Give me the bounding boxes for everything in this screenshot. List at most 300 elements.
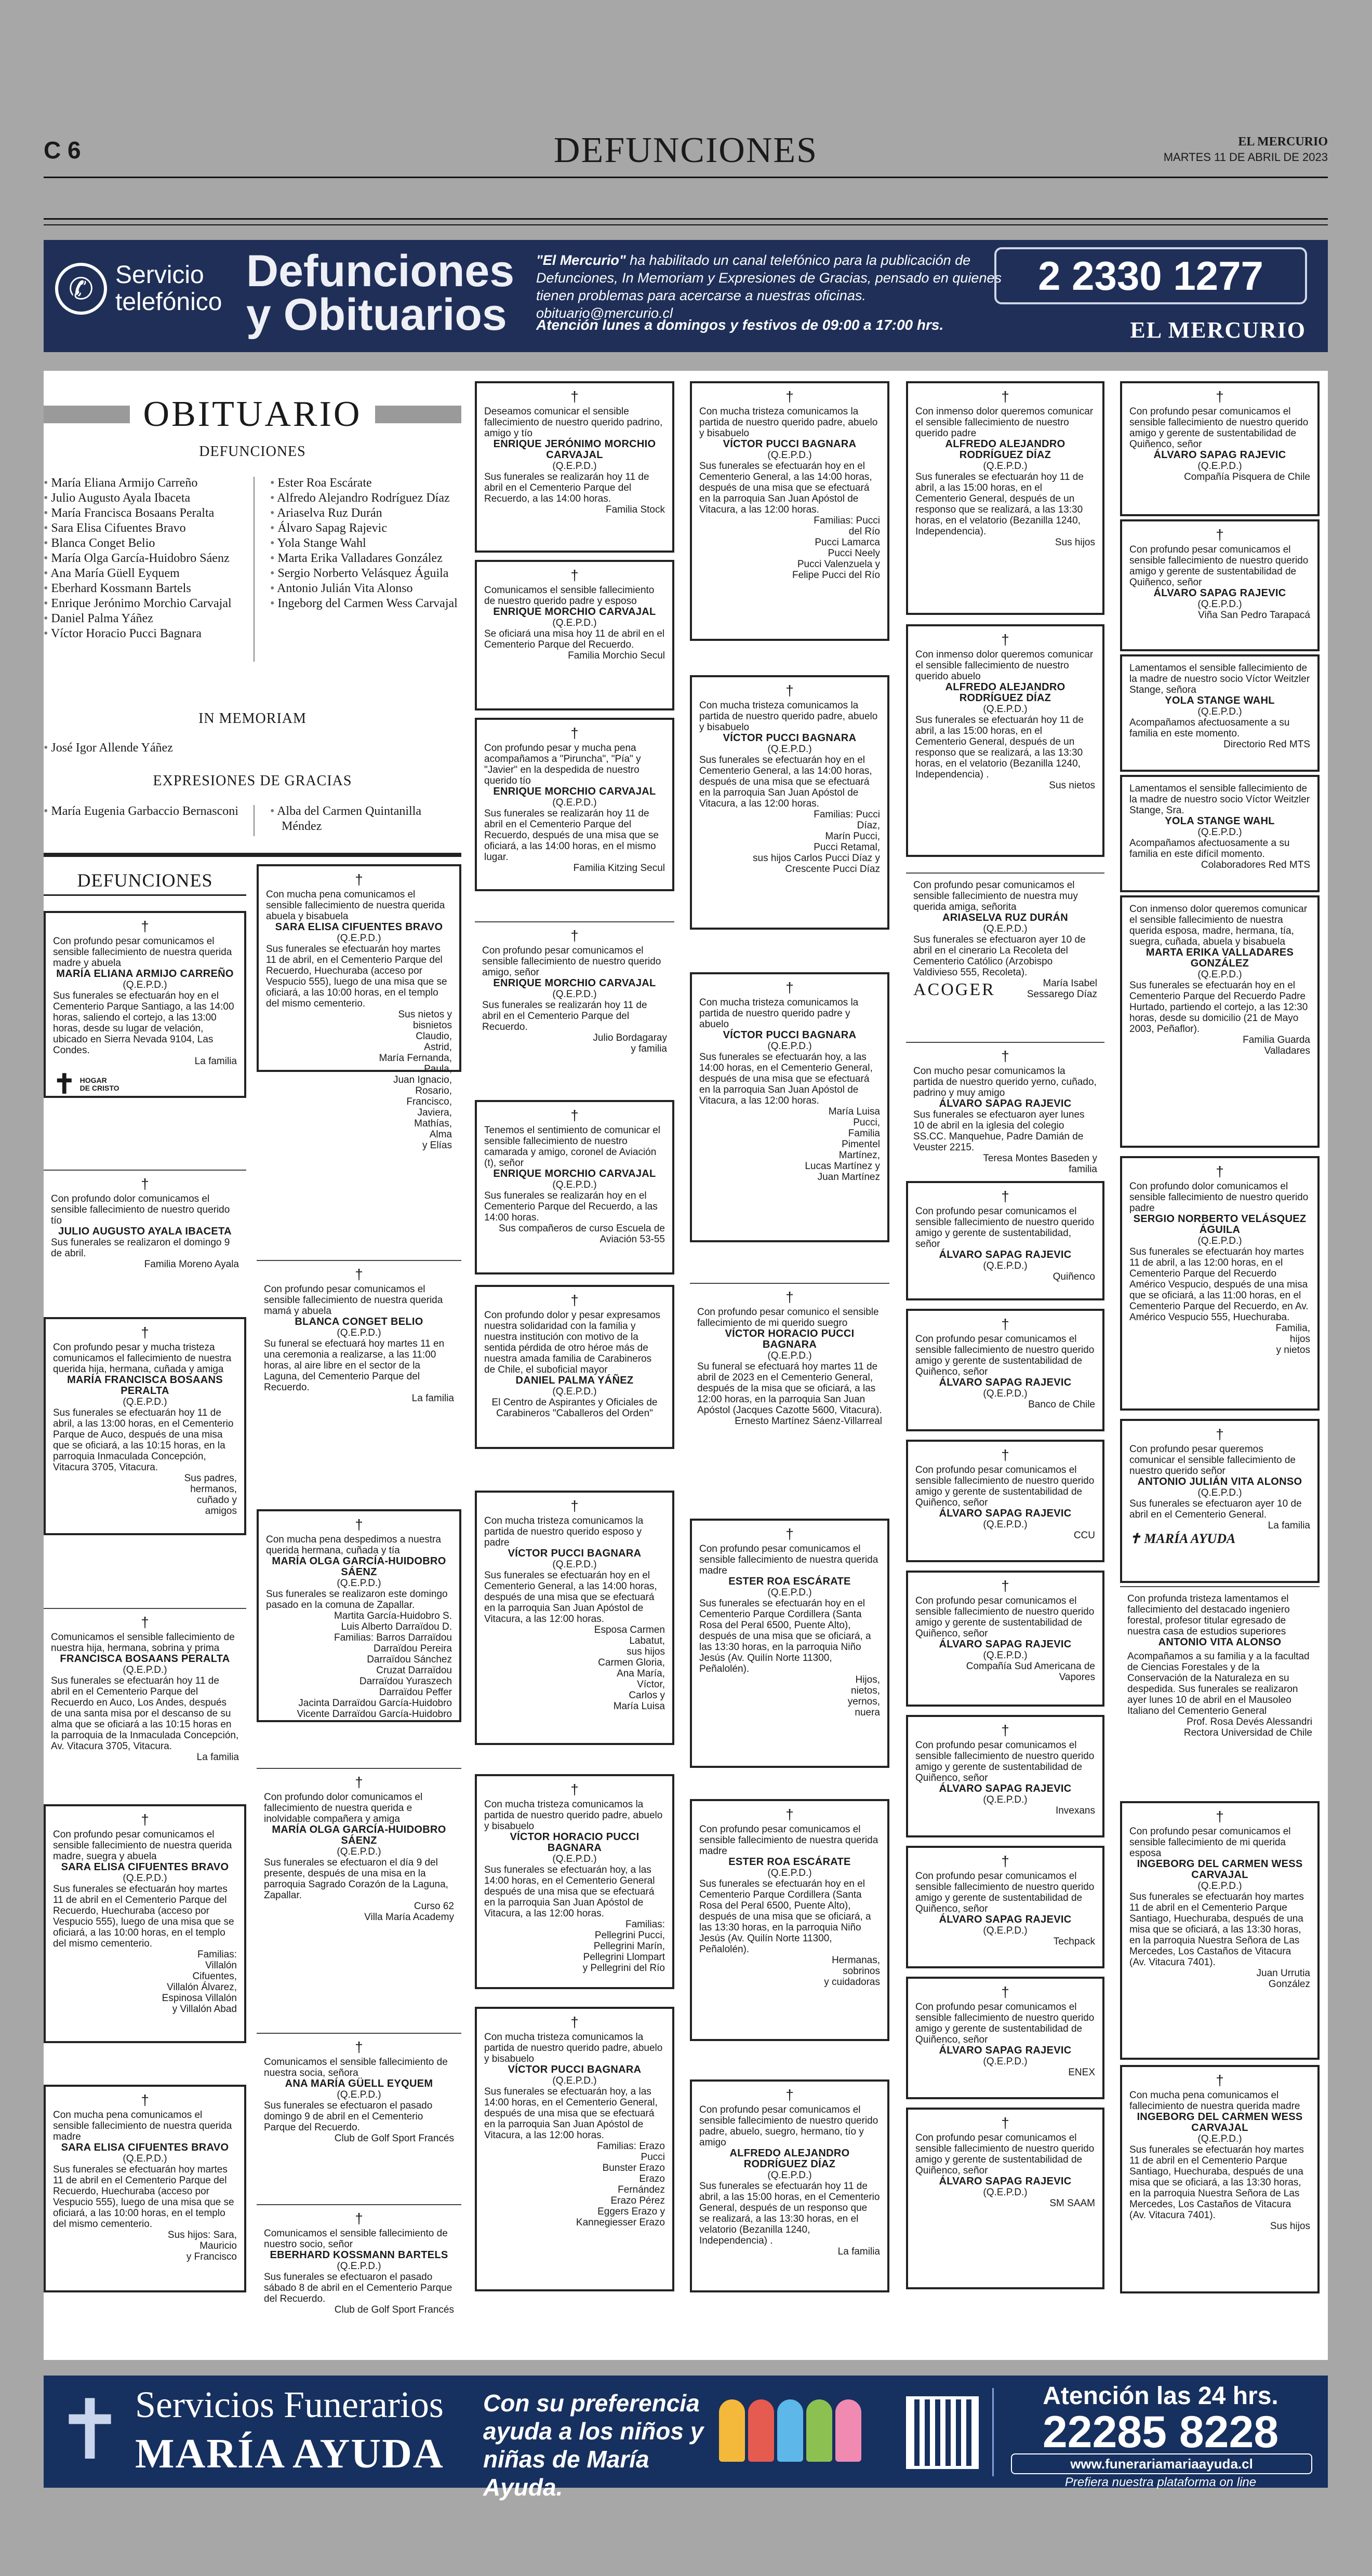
list-item: • José Igor Allende Yáñez [44,741,251,756]
notice-details: Sus funerales se efectuarán hoy en el Cementerio Parque Santiago, a las 14:00 horas, saliendo el cortejo, a las 13:00 horas, desde su lugar de velación, ubicado en Sierra Nevada 9104, Las Condes. [53,990,234,1056]
deceased-name: VÍCTOR HORACIO PUCCI BAGNARA [725,1328,855,1350]
cross-icon: † [785,388,794,405]
notice-signature: Juan Urrutia González [1256,1968,1310,1990]
notice-signature: La familia [411,1393,454,1404]
deceased-name: ALFREDO ALEJANDRO RODRÍGUEZ DÍAZ [945,438,1065,461]
qepd-label: (Q.E.P.D.) [552,989,597,1000]
notice-signature: Familia Kitzing Secul [573,863,665,874]
deceased-name: SERGIO NORBERTO VELÁSQUEZ ÁGUILA [1133,1213,1307,1236]
deceased-name: ENRIQUE MORCHIO CARVAJAL [493,786,656,797]
qepd-label: (Q.E.P.D.) [123,1397,167,1407]
qepd-label: (Q.E.P.D.) [1197,1236,1242,1246]
obituary-notice [906,1440,1104,1562]
cross-icon: † [1216,2072,1224,2088]
cross-icon: † [1001,1722,1009,1738]
deceased-name: INGEBORG DEL CARMEN WESS CARVAJAL [1137,2111,1303,2134]
qepd-label: (Q.E.P.D.) [983,2187,1028,2198]
notice-signature: Sus compañeros de curso Escuela de Aviación 53-55 [498,1223,665,1245]
defunciones-heading: DEFUNCIONES [44,869,246,896]
obituary-notice [1120,895,1320,1148]
notice-details: Sus funerales se efectuarán hoy en el Cementerio General, a las 14:00 horas, después de una misa que se efectuará en la parroquia San Juan Apóstol de Vitacura, a las 12:00 horas. [484,1570,657,1625]
divider [254,805,255,836]
qepd-label: (Q.E.P.D.) [1197,827,1242,838]
gracias-label: EXPRESIONES DE GRACIAS [153,773,352,789]
qepd-label: (Q.E.P.D.) [767,1587,812,1598]
notice-details: Acompañamos a su familia y a la facultad de Ciencias Forestales y de la Conservación de la Naturaleza en su despedida. Sus funerales se realizaron ayer lunes 10 de abril en el Mausoleo Italiano del Cementerio General [1127,1651,1310,1716]
notice-signature: Familias: Pucci Díaz, Marín Pucci, Pucci Retamal, sus hijos Carlos Pucci Díaz y Crescente Pucci Díaz [753,809,880,875]
notice-signature: Martita García-Huidobro S. Luis Alberto Darraïdou D. Familias: Barros Darraïdou Darraïdou Pereira Darraïdou Sánchez Cruzat Darraïdou Darraïdou Yuraszech Darraïdou Peffer Jacinta Darraïdou García-Huidobro Vicente Darraïdou García-Huidobro [297,1611,452,1720]
notice-intro: Con profundo pesar comunico el sensible fallecimiento de mi querido suegro [697,1307,879,1329]
obituary-notice [475,1774,674,1989]
notice-signature: Curso 62 Villa María Academy [364,1901,454,1923]
cross-icon: † [1216,388,1224,405]
qepd-label: (Q.E.P.D.) [983,923,1028,934]
notice-signature: Familias: Erazo Pucci Bunster Erazo Erazo Fernández Erazo Pérez Eggers Erazo y Kannegiesser Erazo [576,2141,665,2228]
in-memoriam-label: IN MEMORIAM [198,710,307,727]
list-item: • Yola Stange Wahl [270,536,460,551]
list-item: • María Eliana Armijo Carreño [44,476,251,491]
list-item: • Víctor Horacio Pucci Bagnara [44,626,251,641]
qepd-label: (Q.E.P.D.) [983,461,1028,472]
notice-details: Sus funerales se efectuarán hoy martes 11 de abril, a las 12:00 horas, en el Cementerio Parque del Recuerdo Américo Vespucio, después de una misa que se oficiará, a las 11:00 horas, en el Cementerio Parque del Recuerdo, en Av. Américo Vespucio 555, Huechuraba. [1129,1246,1309,1323]
notice-intro: Con profundo pesar y mucha tristeza comunicamos el fallecimiento de nuestra querida hija, hermana, cuñada y amiga [53,1342,232,1375]
notice-details: Sus funerales se efectuaron ayer lunes 10 de abril en la iglesia del colegio SS.CC. Manquehue, Padre Damián de Veuster 2215. [913,1109,1085,1153]
notice-details: Se oficiará una misa hoy 11 de abril en el Cementerio Parque del Recuerdo. [484,628,665,650]
notice-details: Su funeral se efectuará hoy martes 11 de abril de 2023 en el Cementerio General, después de la misa que se oficiará, a las 12:00 horas, en la parroquia San Juan Apóstol (Jacques Cazotte 5600, Vitacura). [697,1361,882,1416]
deceased-name: VÍCTOR PUCCI BAGNARA [508,2064,642,2075]
notice-details: Sus funerales se efectuarán hoy martes 11 de abril en el Cementerio Parque del Recuerdo, Huechuraba (acceso por Vespucio 555), luego de una misa que se oficiará, a las 10:00 horas, en el templo del mismo cementerio. [53,1884,234,1949]
deceased-name: ÁLVARO SAPAG RAJEVIC [939,1249,1072,1260]
obituary-notice [1120,775,1320,892]
cross-icon: † [785,1289,794,1305]
qepd-label: (Q.E.P.D.) [552,2075,597,2086]
deceased-name: VÍCTOR PUCCI BAGNARA [723,732,857,744]
obituary-notice [906,2108,1104,2289]
cross-icon: † [785,980,794,996]
notice-signature: La familia [837,2246,880,2257]
obituary-notice [475,2007,674,2291]
deceased-name: ANA MARÍA GÜELL EYQUEM [285,2078,433,2089]
deceased-name: VÍCTOR HORACIO PUCCI BAGNARA [510,1831,640,1854]
notice-signature: Familia Stock [605,504,665,515]
notice-details: Sus funerales se efectuaron el día 9 del presente, después de una misa en la parroquia Sagrado Corazón de la Laguna, Zapallar. [264,1857,448,1901]
banner-email[interactable]: obituario@mercurio.cl [536,305,673,321]
notice-intro: Con profundo pesar comunicamos el sensible fallecimiento de nuestro querido padre, abuelo, suegro, hermano, tío y amigo [699,2104,878,2148]
qepd-label: (Q.E.P.D.) [552,1386,597,1397]
deceased-name: MARTA ERIKA VALLADARES GONZÁLEZ [1145,947,1294,969]
banner-brand: EL MERCURIO [1130,317,1306,343]
deceased-name: ÁLVARO SAPAG RAJEVIC [1153,587,1286,599]
qepd-label: (Q.E.P.D.) [1197,599,1242,610]
notice-intro: Con profundo pesar comunicamos el sensible fallecimiento de nuestra querida madre y abuela [53,936,232,969]
cross-icon: † [1001,388,1009,405]
obituary-notice [906,1715,1104,1837]
notice-signature: Julio Bordagaray y familia [593,1032,667,1054]
qepd-label: (Q.E.P.D.) [767,1041,812,1052]
qepd-label: (Q.E.P.D.) [1197,461,1242,472]
deaths-list-right [270,476,460,611]
phone-service-banner [44,240,1328,352]
notice-signature: Prof. Rosa Devés Alessandri Rectora Universidad de Chile [1183,1716,1312,1738]
qepd-label: (Q.E.P.D.) [552,1179,597,1190]
qepd-label: (Q.E.P.D.) [123,1873,167,1884]
list-item: • Julio Augusto Ayala Ibaceta [44,491,251,506]
notice-signature: Directorio Red MTS [1223,739,1310,750]
deceased-name: JULIO AUGUSTO AYALA IBACETA [58,1226,232,1237]
page-number: C 6 [44,137,81,164]
deceased-name: ESTER ROA ESCÁRATE [728,1576,851,1587]
cross-icon: † [785,1806,794,1822]
deceased-name: ÁLVARO SAPAG RAJEVIC [1153,449,1286,461]
ad-attention: Atención las 24 hrs. [1043,2382,1278,2410]
acoger-logo: ACOGER [913,980,995,999]
cross-icon: † [570,928,579,944]
notice-intro: Con mucha tristeza comunicamos la partida de nuestro querido padre, abuelo y bisabuelo [484,2032,663,2064]
notice-signature: Club de Golf Sport Francés [334,2304,454,2315]
qepd-label: (Q.E.P.D.) [337,2089,381,2100]
obituary-notice [44,1608,246,1805]
qepd-label: (Q.E.P.D.) [337,1846,381,1857]
notice-details: Sus funerales se efectuarán hoy 11 de abril en el Cementerio Parque del Recuerdo en Auco, Los Andes, después de una santa misa por el descanso de su alma que se oficiará a las 10:15 horas en la parroquia de la Inmaculada Concepción, Av. Vitacura 3705, Vitacura. [51,1675,239,1752]
cross-icon: † [141,1324,149,1340]
obituary-notice [257,2204,461,2315]
notice-details: Sus funerales se efectuarán hoy martes 11 de abril en el Cementerio Parque del Recuerdo, Huechuraba (acceso por Vespucio 555), luego de una misa que se oficiará, a las 10:00 horas, en el templo del mismo cementerio. [53,2164,234,2230]
cross-icon: † [141,1176,149,1192]
notice-intro: Con mucha tristeza comunicamos la partida de nuestro querido padre, abuelo y bisabuelo [699,406,878,439]
cross-icon: † [570,388,579,405]
list-item: • Ariaselva Ruz Durán [270,506,460,521]
obituary-notice [257,864,461,1151]
ad-phone[interactable]: 22285 8228 [1042,2407,1279,2457]
notice-intro: Con profundo pesar comunicamos el sensible fallecimiento de nuestro querido amigo y gerente de sustentabilidad de Quiñenco, señor [915,1740,1095,1783]
memoriam-list [44,741,251,756]
notice-details: Sus funerales se efectuarán hoy martes 11 de abril en el Cementerio Parque Santiago, Huechuraba, después de una misa que se oficiará, a las 13:30 horas, en la parroquia Nuestra Señora de Las Mercedes, Los Castaños de Vitacura (Av. Vitacura 7401). [1129,1891,1304,1968]
masthead-brand: EL MERCURIO [1238,135,1328,149]
obituary-notice [475,1285,674,1449]
notice-details: Sus funerales se efectuarán hoy en el Cementerio Parque del Recuerdo Padre Hurtado, partiendo el cortejo, a las 12:30 horas, desde su domicilio (21 de Mayo 2003, Peñaflor). [1129,980,1308,1035]
notice-signature: Familia, hijos y nietos [1275,1323,1310,1356]
qepd-label: (Q.E.P.D.) [767,1868,812,1879]
obituary-notice [257,1509,461,1722]
notice-details: Acompañamos afectuosamente a su familia en este difícil momento. [1129,838,1290,860]
cross-icon: † [570,1292,579,1308]
obituary-notice [44,2085,246,2292]
qepd-label: (Q.E.P.D.) [1197,2134,1242,2144]
obituary-notice [906,1571,1104,1707]
notice-signature: Esposa Carmen Labatut, sus hijos Carmen Gloria, Ana María, Víctor, Carlos y María Luisa [594,1625,665,1712]
qepd-label: (Q.E.P.D.) [337,2261,381,2272]
notice-signature: La familia [1268,1520,1310,1531]
qepd-label: (Q.E.P.D.) [552,461,597,472]
cross-icon: ✝ [1129,1531,1141,1546]
notice-intro: Con mucha tristeza comunicamos la partida de nuestro querido padre y abuelo [699,997,859,1030]
list-item: • Sergio Norberto Velásquez Águila [270,566,460,581]
cross-icon: † [1001,1048,1009,1064]
notice-signature: Sus hijos [1270,2221,1310,2232]
deceased-name: YOLA STANGE WAHL [1165,695,1275,706]
notice-intro: Comunicamos el sensible fallecimiento de nuestra socia, señora [264,2057,448,2078]
cross-icon: † [355,871,363,888]
obituary-notice [44,1317,246,1535]
obituario-index [44,371,461,864]
notice-intro: Con profundo pesar comunicamos el sensible fallecimiento de nuestro querido amigo y gerente de sustentabilidad, señor [915,1206,1095,1250]
notice-signature: SM SAAM [1049,2198,1095,2209]
notice-signature: Sus nietos y bisnietos Claudio, Astrid, María Fernanda, Paula, Juan Ignacio, Rosario, Francisco, Javiera, Mathías, Alma y Elías [379,1009,452,1151]
deceased-name: ÁLVARO SAPAG RAJEVIC [939,1377,1072,1388]
notice-intro: Con inmenso dolor queremos comunicar el sensible fallecimiento de nuestra querida esposa, madre, hermana, tía, suegra, cuñada, abuela y bisabuela [1129,904,1308,947]
deceased-name: ÁLVARO SAPAG RAJEVIC [939,1639,1072,1650]
cross-icon: † [1001,1447,1009,1463]
obituary-notice [690,2079,889,2292]
notice-intro: Con profundo pesar comunicamos el sensible fallecimiento de nuestro querido amigo y gerente de sustentabilidad de Quiñenco, señor [1129,406,1309,450]
notice-signature: La familia [196,1752,239,1763]
list-item: • Álvaro Sapag Rajevic [270,521,460,536]
cross-icon: † [355,1774,363,1790]
cross-icon: † [1001,1316,1009,1332]
notice-intro: Con profunda tristeza lamentamos el fallecimiento del destacado ingeniero forestal, profesor titular egresado de nuestra casa de estudios superiores [1127,1593,1290,1637]
phone-icon: ✆ [55,263,107,315]
deceased-name: FRANCISCA BOSAANS PERALTA [60,1653,230,1665]
notice-intro: Con profundo dolor comunicamos el fallecimiento de nuestra querida e inolvidable compañera y amiga [264,1792,423,1824]
notice-details: Sus funerales se efectuarán hoy en el Cementerio General, a las 14:00 horas, después de una misa que se efectuará en la parroquia San Juan Apóstol de Vitacura, a las 12:00 horas. [699,461,872,515]
deceased-name: SARA ELISA CIFUENTES BRAVO [61,2142,229,2153]
notice-intro: Con profundo dolor y pesar expresamos nuestra solidaridad con la familia y nuestra institución con motivo de la sentida pérdida de otro héroe más de nuestra amada familia de Carabineros de Chile, el suboficial mayor [484,1310,661,1375]
list-item: • Blanca Conget Belio [44,536,251,551]
divider [44,218,1328,220]
qepd-label: (Q.E.P.D.) [767,450,812,461]
deceased-name: ARIASELVA RUZ DURÁN [942,912,1068,923]
list-item: • Alfredo Alejandro Rodríguez Díaz [270,491,460,506]
notice-intro: Con profundo pesar comunicamos el sensible fallecimiento de nuestra querida madre [699,1824,878,1857]
banner-text [536,251,1024,322]
obituary-notice [690,972,889,1242]
notice-intro: Con profundo pesar comunicamos el sensible fallecimiento de nuestra querida madre, suegra y abuela [53,1829,232,1862]
deceased-name: MARÍA OLGA GARCÍA-HUIDOBRO SÁENZ [272,1555,446,1578]
qepd-label: (Q.E.P.D.) [983,1260,1028,1271]
ad-slogan: Con su preferencia ayuda a los niños y niñas de María Ayuda. [483,2390,704,2501]
divider [44,224,1328,225]
notice-intro: Comunicamos el sensible fallecimiento de nuestra hija, hermana, sobrina y prima [51,1632,235,1654]
obituary-notice [257,1768,461,1939]
notice-signature: Hermanas, sobrinos y cuidadoras [824,1955,880,1988]
notice-details: Sus funerales se realizaron el domingo 9 de abril. [51,1237,230,1259]
notice-details: El Centro de Aspirantes y Oficiales de Carabineros "Caballeros del Orden" [491,1397,658,1419]
notice-intro: Con profundo pesar comunicamos el sensible fallecimiento de nuestra muy querida amiga, señorita [913,880,1078,913]
cross-icon: † [1001,1853,1009,1869]
notice-intro: Con mucho pesar comunicamos la partida de nuestro querido yerno, cuñado, padrino y muy amigo [913,1066,1097,1098]
cross-icon: † [1001,1578,1009,1594]
banner-phone[interactable]: 2 2330 1277 [994,247,1307,304]
divider [254,477,255,662]
qepd-label: (Q.E.P.D.) [337,933,381,944]
notice-intro: Con profundo pesar queremos comunicar el sensible fallecimiento de nuestro querido señor [1129,1444,1296,1477]
notice-details: Sus funerales se efectuarán hoy 11 de abril, a las 15:00 horas, en el Cementerio General, después de un responso que se realizará, a las 13:30 horas, en el velatorio (Bezanilla 1240, Independencia). [915,472,1084,537]
obituary-notice [906,1309,1104,1431]
qepd-label: (Q.E.P.D.) [767,744,812,755]
cross-icon: † [355,2039,363,2055]
notice-intro: Con mucha tristeza comunicamos la partida de nuestro querido esposo y padre [484,1515,644,1548]
notice-intro: Con inmenso dolor queremos comunicar el sensible fallecimiento de nuestro querido padre [915,406,1094,439]
list-item: • María Olga García-Huidobro Sáenz [44,551,251,566]
deceased-name: VÍCTOR PUCCI BAGNARA [508,1548,642,1559]
obituary-notice [257,2033,461,2144]
deceased-name: ÁLVARO SAPAG RAJEVIC [939,1783,1072,1794]
cross-icon: † [570,2014,579,2030]
children-illustration [719,2399,901,2472]
section-title: DEFUNCIONES [553,130,818,170]
list-item: • Marta Erika Valladares González [270,551,460,566]
obituary-notice [906,1181,1104,1300]
deceased-name: ÁLVARO SAPAG RAJEVIC [939,1914,1072,1925]
notice-intro: Con profundo pesar comunicamos el sensible fallecimiento de nuestro querido amigo y gerente de sustentabilidad de Quiñenco, señor [915,1871,1095,1914]
notice-details: Sus funerales se realizarán hoy 11 de abril en el Cementerio Parque del Recuerdo. [482,1000,647,1032]
cross-icon: † [1216,527,1224,543]
notice-signature: Familias: Pellegrini Pucci, Pellegrini Marín, Pellegrini Llompart y Pellegrini del Río [582,1919,665,1974]
qepd-label: (Q.E.P.D.) [1197,1487,1242,1498]
notice-intro: Con profundo pesar comunicamos el sensible fallecimiento de nuestro querido amigo y gerente de sustentabilidad de Quiñenco, señor [1129,544,1309,588]
notice-intro: Deseamos comunicar el sensible fallecimiento de nuestro querido padrino, amigo y tío [484,406,663,439]
list-item: • Antonio Julián Vita Alonso [270,581,460,596]
obituary-notice [1120,1419,1320,1583]
cross-icon: † [1001,632,1009,648]
cross-icon: † [141,918,149,934]
qepd-label: (Q.E.P.D.) [983,2056,1028,2067]
notice-signature: Sus nietos [1049,780,1095,791]
notice-signature: Viña San Pedro Tarapacá [1198,610,1310,621]
notice-details: Sus funerales se realizarán hoy 11 de abril en el Cementerio Parque del Recuerdo, después de una misa que se oficiará, a las 14:00 horas, en el mismo lugar. [484,808,659,863]
deceased-name: DANIEL PALMA YÁÑEZ [515,1375,634,1386]
ad-online-note: Prefiera nuestra plataforma on line [1064,2475,1257,2489]
deceased-name: YOLA STANGE WAHL [1165,815,1275,827]
qepd-label: (Q.E.P.D.) [123,2153,167,2164]
notice-intro: Comunicamos el sensible fallecimiento de nuestro querido padre y esposo [484,585,655,607]
cross-icon: † [355,1266,363,1282]
qepd-label: (Q.E.P.D.) [767,2170,812,2181]
qepd-label: (Q.E.P.D.) [1197,969,1242,980]
notice-signature: ENEX [1068,2067,1095,2078]
notice-signature: CCU [1073,1530,1095,1541]
notice-intro: Con profundo pesar comunicamos el sensible fallecimiento de nuestro querido amigo y gerente de sustentabilidad de Quiñenco, señor [915,2002,1095,2045]
banner-text-lead: "El Mercurio" [536,252,626,268]
cross-icon: † [785,2087,794,2103]
obituario-title [44,394,461,435]
banner-title [246,246,515,340]
obituary-notice [475,718,674,891]
cross-icon: † [570,567,579,583]
qepd-label: (Q.E.P.D.) [552,618,597,628]
obituary-notice [906,1977,1104,2099]
deceased-name: ÁLVARO SAPAG RAJEVIC [939,2176,1072,2187]
deceased-name: ÁLVARO SAPAG RAJEVIC [939,1508,1072,1519]
list-item: • Enrique Jerónimo Morchio Carvajal [44,596,251,611]
obituary-notice [906,1042,1104,1175]
banner-title-line2: y Obituarios [246,290,507,340]
qepd-label: (Q.E.P.D.) [983,1925,1028,1936]
notice-intro: Con inmenso dolor queremos comunicar el sensible fallecimiento de nuestro querido abuelo [915,649,1094,682]
obituary-notice [690,675,889,930]
qepd-label: (Q.E.P.D.) [337,1327,381,1338]
notice-signature: Banco de Chile [1028,1399,1095,1410]
deceased-name: INGEBORG DEL CARMEN WESS CARVAJAL [1137,1858,1303,1881]
list-item: • María Francisca Bosaans Peralta [44,506,251,521]
notice-signature: Invexans [1055,1805,1095,1816]
obituary-notice [1120,1801,1320,2060]
ad-website-link[interactable]: www.funerariamariaayuda.cl [1011,2453,1312,2474]
notice-intro: Tenemos el sentimiento de comunicar el sensible fallecimiento de nuestro camarada y amigo, coronel de Aviación (t), señor [484,1125,661,1169]
notice-signature: Hijos, nietos, yernos, nuera [847,1674,880,1718]
cross-icon: ✝ [55,2381,125,2478]
notice-intro: Con profundo pesar comunicamos el sensible fallecimiento de nuestro querido amigo y gerente de sustentabilidad de Quiñenco, señor [915,1465,1095,1508]
obituary-notice [44,1170,246,1268]
notice-details: Sus funerales se efectuarán hoy en el Cementerio Parque Cordillera (Santa Rosa del Peral 6500, Puente Alto), después de una misa que se oficiará, a las 13:30 horas, en la parroquia Niño Jesús (Av. Quilín Norte 11300, Peñalolén). [699,1879,871,1955]
deceased-name: ÁLVARO SAPAG RAJEVIC [939,2045,1072,2056]
notice-intro: Con profundo pesar comunicamos el sensible fallecimiento de nuestro querido amigo y gerente de sustentabilidad de Quiñenco, señor [915,2132,1095,2176]
notice-intro: Lamentamos el sensible fallecimiento de la madre de nuestro socio Víctor Weitzler Stange, Sra. [1129,783,1310,816]
page-header [44,130,1328,213]
obituary-notice [906,624,1104,857]
notice-intro: Con mucha pena comunicamos el fallecimiento de nuestra querida madre [1129,2090,1300,2112]
qepd-label: (Q.E.P.D.) [983,1794,1028,1805]
deceased-name: ÁLVARO SAPAG RAJEVIC [939,1098,1072,1109]
deceased-name: VÍCTOR PUCCI BAGNARA [723,1029,857,1041]
notice-signature: Familia Guarda Valladares [1243,1035,1310,1056]
notice-details: Sus funerales se efectuaron el pasado sábado 8 de abril en el Cementerio Parque del Recuerdo. [264,2272,452,2304]
deceased-name: MARÍA ELIANA ARMIJO CARREÑO [56,968,234,980]
ad-brand: MARÍA AYUDA [135,2431,444,2477]
issue-date: MARTES 11 DE ABRIL DE 2023 [1163,151,1328,164]
notice-signature: Quiñenco [1053,1271,1095,1282]
list-item: • Eberhard Kossmann Bartels [44,581,251,596]
deceased-name: EBERHARD KOSSMANN BARTELS [270,2249,448,2261]
cross-icon: † [1216,1163,1224,1179]
list-item: • Ingeborg del Carmen Wess Carvajal [270,596,460,611]
notice-intro: Con profundo pesar comunicamos el sensible fallecimiento de nuestra querida mamá y abuela [264,1284,443,1317]
banner-service-label: Servicio telefónico [115,261,222,316]
notice-details: Sus funerales se efectuarán hoy en el Cementerio Parque Cordillera (Santa Rosa del Peral 6500, Puente Alto), después de una misa que se oficiará, a las 13:30 horas, en la parroquia Niño Jesús (Av. Quilín Norte 11300, Peñalolén). [699,1598,871,1674]
qepd-label: (Q.E.P.D.) [767,1350,812,1361]
deceased-name: VÍCTOR PUCCI BAGNARA [723,438,857,450]
notice-intro: Con profundo pesar y mucha pena acompañamos a "Piruncha", "Pía" y "Javier" en la despedida de nuestro querido tío [484,743,641,786]
deceased-name: MARÍA OLGA GARCÍA-HUIDOBRO SÁENZ [272,1824,446,1846]
maria-ayuda-logo: ✝ MARÍA AYUDA [1129,1531,1236,1546]
deceased-name: ENRIQUE MORCHIO CARVAJAL [493,977,656,989]
notice-intro: Con profundo dolor comunicamos el sensible fallecimiento de nuestro querido padre [1129,1181,1309,1214]
deceased-name: ANTONIO VITA ALONSO [1158,1636,1282,1648]
obituary-notice [1120,2065,1320,2293]
deceased-name: ENRIQUE JERÓNIMO MORCHIO CARVAJAL [493,438,656,461]
deceased-name: BLANCA CONGET BELIO [295,1316,423,1327]
gracias-list-right [270,804,460,834]
obituary-notice [475,1100,674,1274]
notice-intro: Con profundo pesar comunicamos el sensible fallecimiento de nuestro querido amigo y gerente de sustentabilidad de Quiñenco, señor [915,1334,1095,1377]
deceased-name: ENRIQUE MORCHIO CARVAJAL [493,606,656,618]
notice-intro: Con mucha pena comunicamos el sensible fallecimiento de nuestra querida madre [53,2110,232,2142]
notice-signature: Familias: Villalón Cifuentes, Villalón Álvarez, Espinosa Villalón y Villalón Abad [162,1949,237,2015]
cross-icon: † [570,725,579,741]
cross-icon: † [1001,2115,1009,2131]
qr-code[interactable] [906,2396,979,2469]
obituary-notice [690,381,889,641]
deceased-name: ALFREDO ALEJANDRO RODRÍGUEZ DÍAZ [729,2148,850,2170]
obituary-notice [1120,381,1320,516]
qepd-label: (Q.E.P.D.) [1197,1881,1242,1891]
deceased-name: ESTER ROA ESCÁRATE [728,1856,851,1868]
notice-signature: Sus hijos: Sara, Mauricio y Francisco [167,2230,237,2262]
divider [44,853,461,857]
notice-details: Sus funerales se efectuarán hoy martes 11 de abril en el Cementerio Parque Santiago, Huechuraba, después de una misa que se oficiará, a las 13:30 horas, en la parroquia Nuestra Señora de Las Mercedes, Los Castaños de Vitacura (Av. Vitacura 7401). [1129,2144,1304,2221]
qepd-label: (Q.E.P.D.) [983,1519,1028,1530]
hogar-de-cristo-logo: ✝ HOGAR DE CRISTO [53,1069,119,1099]
